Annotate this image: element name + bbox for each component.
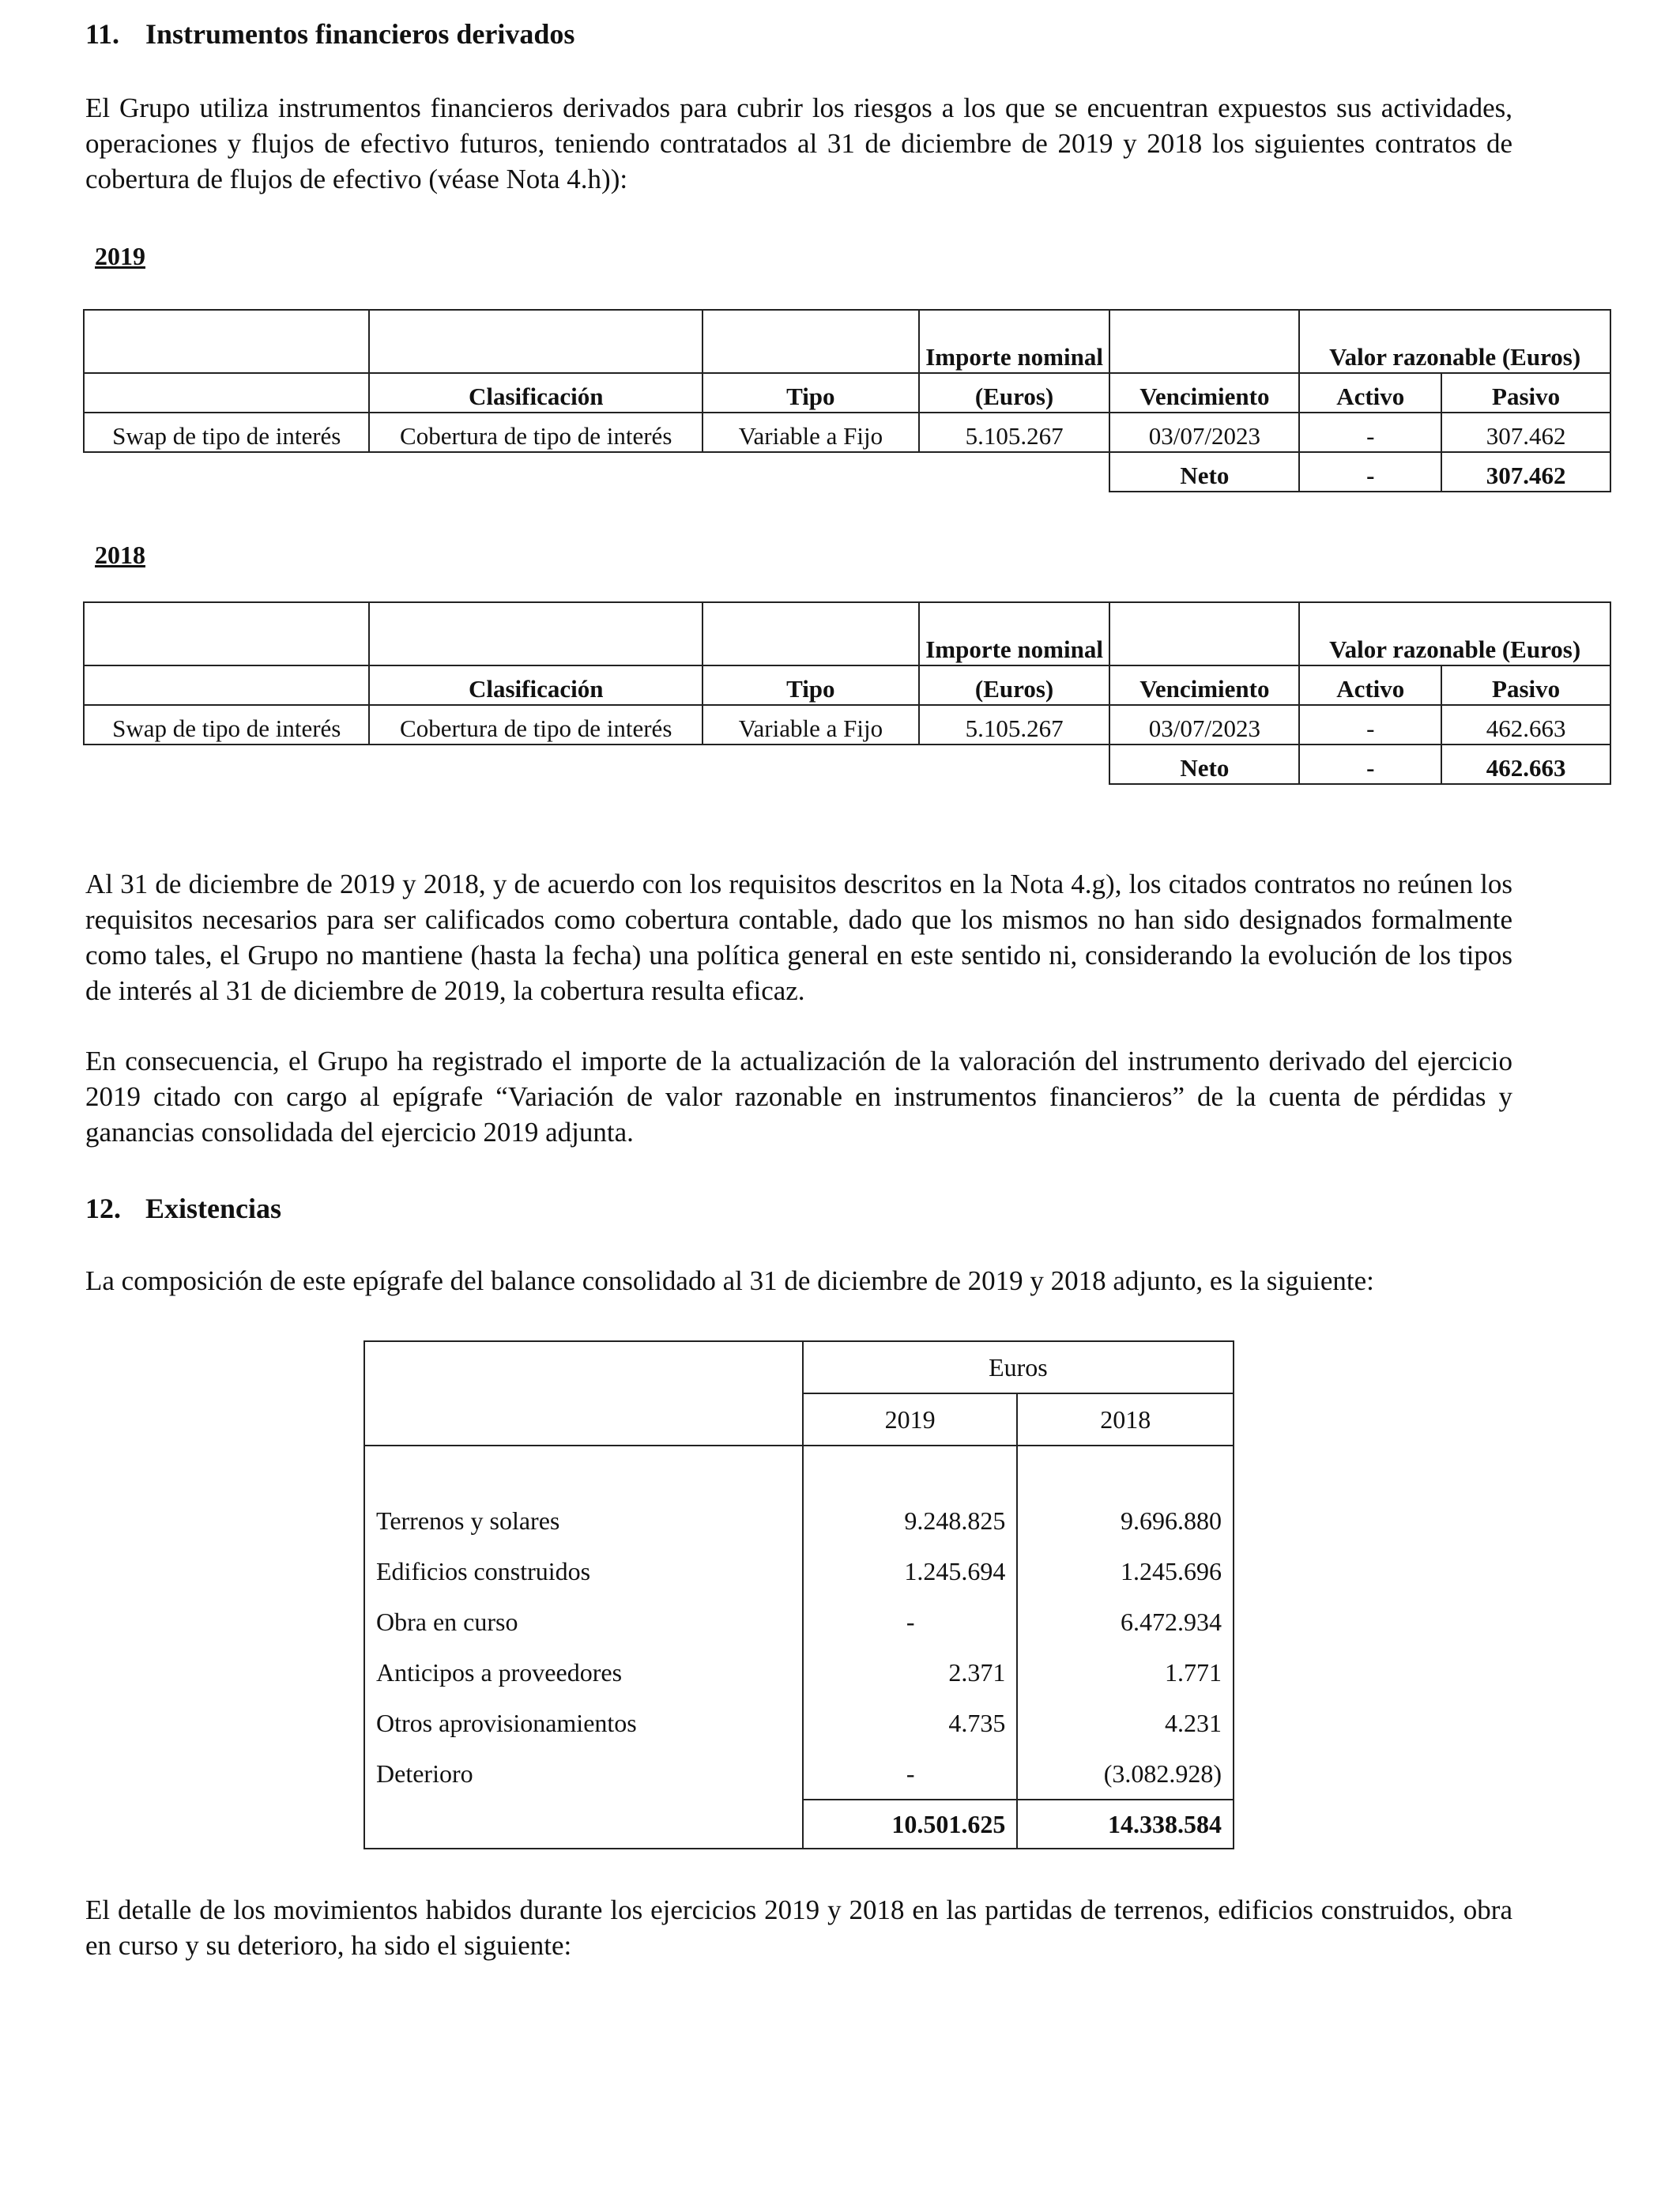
neto-activo: - <box>1299 452 1441 492</box>
header-importe: Importe nominal <box>919 602 1110 665</box>
header-clasificacion: Clasificación <box>369 665 703 705</box>
cell-vencimiento: 03/07/2023 <box>1109 413 1299 452</box>
neto-label: Neto <box>1109 745 1299 784</box>
cell-importe: 5.105.267 <box>919 705 1110 745</box>
paragraph-consecuencia: En consecuencia, el Grupo ha registrado el importe de la actualización de la valoración del instrumento derivado del ejercicio 2019 citado con cargo al epígrafe “Variación de valor razonable en instrumentos financieros” de la cuenta de pérdidas y ganancias consolidada del ejercicio 2019 adjunta. <box>85 1046 1512 1148</box>
row-2018: 1.245.696 <box>1017 1546 1234 1596</box>
header-2018: 2018 <box>1017 1393 1234 1446</box>
table-row <box>364 1748 1234 1800</box>
derivatives-table-2018 <box>83 601 1611 785</box>
header-2019: 2019 <box>803 1393 1018 1446</box>
row-2018: 1.771 <box>1017 1647 1234 1698</box>
cell-tipo: Variable a Fijo <box>703 413 919 452</box>
row-2019: - <box>803 1748 1018 1800</box>
table-row <box>84 705 1610 745</box>
existencias-table <box>363 1340 1234 1849</box>
header-euros: (Euros) <box>919 373 1110 413</box>
header-valor-razonable: Valor razonable (Euros) <box>1299 310 1610 373</box>
paragraph-cobertura: Al 31 de diciembre de 2019 y 2018, y de acuerdo con los requisitos descritos en la Nota 4.g), los citados contratos no reúnen los requisitos necesarios para ser calificados como cobertura contable, dado que los mismos no han sido designados formalmente como tales, el Grupo no mantiene (hasta la fecha) una política general en este sentido ni, considerando la evolución de los tipos de interés al 31 de diciembre de 2019, la cobertura resulta eficaz. <box>85 869 1512 1006</box>
row-2018: 6.472.934 <box>1017 1596 1234 1647</box>
header-euros: (Euros) <box>919 665 1110 705</box>
header-pasivo: Pasivo <box>1441 665 1610 705</box>
row-2019: 1.245.694 <box>803 1546 1018 1596</box>
paragraph-movimientos: El detalle de los movimientos habidos durante los ejercicios 2019 y 2018 en las partidas de terrenos, edificios construidos, obra en curso y su deterioro, ha sido el siguiente: <box>85 1894 1512 1961</box>
section-11-heading <box>85 17 574 51</box>
row-label: Terrenos y solares <box>364 1495 803 1546</box>
neto-row <box>84 452 1610 492</box>
total-2019: 10.501.625 <box>803 1800 1018 1849</box>
header-vencimiento: Vencimiento <box>1109 665 1299 705</box>
table-row <box>364 1647 1234 1698</box>
year-label-2018: 2018 <box>95 541 145 569</box>
cell-clasificacion: Cobertura de tipo de interés <box>369 413 703 452</box>
neto-pasivo: 307.462 <box>1441 452 1610 492</box>
cell-pasivo: 307.462 <box>1441 413 1610 452</box>
row-2018: 4.231 <box>1017 1698 1234 1748</box>
cell-pasivo: 462.663 <box>1441 705 1610 745</box>
row-label: Obra en curso <box>364 1596 803 1647</box>
header-importe: Importe nominal <box>919 310 1110 373</box>
row-2018: (3.082.928) <box>1017 1748 1234 1800</box>
row-label: Otros aprovisionamientos <box>364 1698 803 1748</box>
cell-tipo: Variable a Fijo <box>703 705 919 745</box>
section-12-heading <box>85 1192 281 1225</box>
cell-importe: 5.105.267 <box>919 413 1110 452</box>
cell-instrumento: Swap de tipo de interés <box>84 413 369 452</box>
section-title: Existencias <box>145 1193 282 1224</box>
header-tipo: Tipo <box>703 373 919 413</box>
section-11-intro: El Grupo utiliza instrumentos financieros derivados para cubrir los riesgos a los que se encuentran expuestos sus actividades, operaciones y flujos de efectivo futuros, teniendo contratados al 31 de diciembre de 2019 y 2018 los siguientes contratos de cobertura de flujos de efectivo (véase Nota 4.h)): <box>85 92 1512 194</box>
row-2019: - <box>803 1596 1018 1647</box>
row-label: Deterioro <box>364 1748 803 1800</box>
header-clasificacion: Clasificación <box>369 373 703 413</box>
row-2019: 9.248.825 <box>803 1495 1018 1546</box>
section-number: 11. <box>85 18 120 50</box>
cell-vencimiento: 03/07/2023 <box>1109 705 1299 745</box>
section-title: Instrumentos financieros derivados <box>145 18 575 50</box>
cell-clasificacion: Cobertura de tipo de interés <box>369 705 703 745</box>
neto-pasivo: 462.663 <box>1441 745 1610 784</box>
total-row <box>364 1800 1234 1849</box>
header-pasivo: Pasivo <box>1441 373 1610 413</box>
table-row <box>364 1546 1234 1596</box>
row-label: Anticipos a proveedores <box>364 1647 803 1698</box>
header-currency: Euros <box>803 1341 1234 1393</box>
cell-activo: - <box>1299 413 1441 452</box>
table-row <box>364 1698 1234 1748</box>
header-valor-razonable: Valor razonable (Euros) <box>1299 602 1610 665</box>
table-row <box>364 1596 1234 1647</box>
table-row <box>84 413 1610 452</box>
header-vencimiento: Vencimiento <box>1109 373 1299 413</box>
neto-activo: - <box>1299 745 1441 784</box>
row-2019: 4.735 <box>803 1698 1018 1748</box>
neto-label: Neto <box>1109 452 1299 492</box>
total-2018: 14.338.584 <box>1017 1800 1234 1849</box>
section-12-intro: La composición de este epígrafe del balance consolidado al 31 de diciembre de 2019 y 2018 adjunto, es la siguiente: <box>85 1265 1374 1296</box>
row-label: Edificios construidos <box>364 1546 803 1596</box>
header-activo: Activo <box>1299 665 1441 705</box>
year-label-2019: 2019 <box>95 242 145 270</box>
cell-activo: - <box>1299 705 1441 745</box>
cell-instrumento: Swap de tipo de interés <box>84 705 369 745</box>
derivatives-table-2019 <box>83 309 1611 492</box>
row-2018: 9.696.880 <box>1017 1495 1234 1546</box>
header-tipo: Tipo <box>703 665 919 705</box>
neto-row <box>84 745 1610 784</box>
row-2019: 2.371 <box>803 1647 1018 1698</box>
table-row <box>364 1495 1234 1546</box>
header-activo: Activo <box>1299 373 1441 413</box>
section-number: 12. <box>85 1193 121 1224</box>
